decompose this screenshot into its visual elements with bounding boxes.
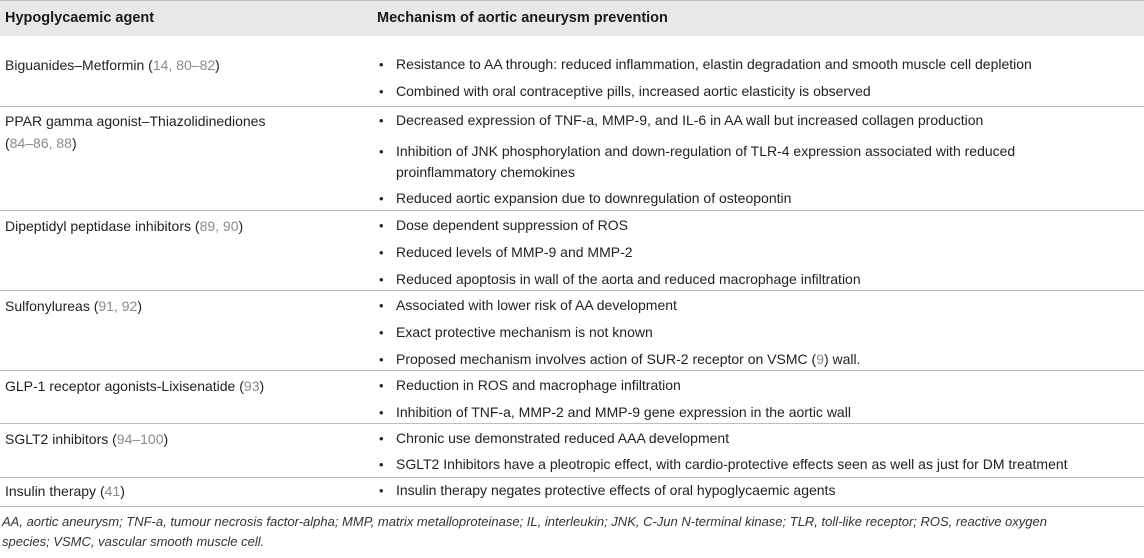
list-item xyxy=(377,54,1141,75)
agent-cell xyxy=(5,54,350,76)
table-header-row xyxy=(0,0,1144,36)
mechanism-text: proinflammatory chemokines xyxy=(396,164,575,180)
bullet-icon: • xyxy=(379,113,384,128)
reference-link[interactable]: 89, 90 xyxy=(199,218,239,234)
reference-link[interactable]: 93 xyxy=(243,378,260,394)
row-divider xyxy=(0,477,1144,478)
agent-cell xyxy=(5,480,350,502)
bullet-icon: • xyxy=(379,378,384,393)
list-item xyxy=(377,322,1141,343)
agent-paren: ) xyxy=(163,431,169,447)
bullet-icon: • xyxy=(379,218,384,233)
reference-link[interactable]: 41 xyxy=(104,483,121,499)
mechanism-text: SGLT2 Inhibitors have a pleotropic effect, with cardio-protective effects seen as well as just for DM treatment xyxy=(396,456,1068,472)
bullet-icon: • xyxy=(379,431,384,446)
footnote-line: species; VSMC, vascular smooth muscle cell. xyxy=(2,534,265,549)
agent-name: Dipeptidyl peptidase inhibitors ( xyxy=(5,218,200,234)
reference-link[interactable]: 14, 80–82 xyxy=(152,57,216,73)
agent-name: GLP-1 receptor agonists-Lixisenatide ( xyxy=(5,378,244,394)
mechanism-text: Dose dependent suppression of ROS xyxy=(396,217,628,233)
bullet-icon: • xyxy=(379,483,384,498)
bullet-icon: • xyxy=(379,144,384,159)
reference-link[interactable]: 91, 92 xyxy=(98,298,138,314)
list-item xyxy=(377,269,1141,290)
mechanism-text: Inhibition of TNF-a, MMP-2 and MMP-9 gene expression in the aortic wall xyxy=(396,404,851,420)
agent-name: PPAR gamma agonist–Thiazolidinediones xyxy=(5,113,266,129)
row-divider xyxy=(0,370,1144,371)
mechanism-text: ) wall. xyxy=(823,351,861,367)
header-mechanism: Mechanism of aortic aneurysm prevention xyxy=(377,10,668,26)
mechanism-text: Chronic use demonstrated reduced AAA development xyxy=(396,430,730,446)
mechanism-text: Inhibition of JNK phosphorylation and down-regulation of TLR-4 expression associated with reduced xyxy=(396,143,1016,159)
agent-cell xyxy=(5,428,350,450)
table-bottom-border xyxy=(0,506,1144,507)
agent-name: Biguanides–Metformin ( xyxy=(5,57,153,73)
agent-paren: ) xyxy=(71,135,77,151)
agent-paren: ) xyxy=(259,378,265,394)
agent-paren: ( xyxy=(5,135,10,151)
mechanism-text: Reduced aortic expansion due to downregulation of osteopontin xyxy=(396,190,792,206)
list-item xyxy=(377,215,1141,236)
mechanism-text: Associated with lower risk of AA development xyxy=(396,297,677,313)
agent-cell xyxy=(5,375,350,397)
agent-paren: ) xyxy=(238,218,244,234)
reference-link[interactable]: 9 xyxy=(816,351,824,367)
mechanism-text: Proposed mechanism involves action of SUR-2 receptor on VSMC ( xyxy=(396,351,817,367)
row-divider xyxy=(0,210,1144,211)
bullet-icon: • xyxy=(379,84,384,99)
agent-name: Insulin therapy ( xyxy=(5,483,105,499)
list-item xyxy=(377,141,1141,183)
mechanism-text: Decreased expression of TNF-a, MMP-9, and IL-6 in AA wall but increased collagen production xyxy=(396,112,984,128)
bullet-icon: • xyxy=(379,325,384,340)
agent-cell xyxy=(5,215,350,237)
header-hypoglycaemic-agent: Hypoglycaemic agent xyxy=(5,10,155,26)
list-item xyxy=(377,454,1141,475)
list-item xyxy=(377,81,1141,102)
list-item xyxy=(377,110,1141,131)
row-divider xyxy=(0,423,1144,424)
agent-cell xyxy=(5,295,350,317)
reference-link[interactable]: 94–100 xyxy=(116,431,164,447)
bullet-icon: • xyxy=(379,405,384,420)
bullet-icon: • xyxy=(379,272,384,287)
bullet-icon: • xyxy=(379,57,384,72)
agent-name: SGLT2 inhibitors ( xyxy=(5,431,117,447)
table-footnote xyxy=(2,512,1142,552)
list-item xyxy=(377,242,1141,263)
bullet-icon: • xyxy=(379,298,384,313)
list-item xyxy=(377,375,1141,396)
agent-paren: ) xyxy=(137,298,142,314)
agent-paren: ) xyxy=(120,483,125,499)
mechanism-text: Insulin therapy negates protective effects of oral hypoglycaemic agents xyxy=(396,482,836,498)
mechanism-text: Reduced apoptosis in wall of the aorta and reduced macrophage infiltration xyxy=(396,271,861,287)
bullet-icon: • xyxy=(379,457,384,472)
bullet-icon: • xyxy=(379,352,384,367)
mechanism-text: Reduced levels of MMP-9 and MMP-2 xyxy=(396,244,633,260)
agent-name: Sulfonylureas ( xyxy=(5,298,99,314)
bullet-icon: • xyxy=(379,245,384,260)
row-divider xyxy=(0,290,1144,291)
list-item xyxy=(377,428,1141,449)
agent-paren: ) xyxy=(215,57,220,73)
row-divider xyxy=(0,106,1144,107)
list-item xyxy=(377,295,1141,316)
footnote-line: AA, aortic aneurysm; TNF-a, tumour necrosis factor-alpha; MMP, matrix metalloproteinase; IL, interleukin; JNK, C-Jun N-terminal kinase; TLR, toll-like receptor; ROS, reactive oxygen xyxy=(2,514,1047,529)
list-item xyxy=(377,402,1141,423)
list-item xyxy=(377,349,1141,370)
mechanism-text: Combined with oral contraceptive pills, increased aortic elasticity is observed xyxy=(396,83,871,99)
reference-link[interactable]: 84–86, 88 xyxy=(9,135,72,151)
mechanism-text: Exact protective mechanism is not known xyxy=(396,324,653,340)
mechanism-text: Reduction in ROS and macrophage infiltration xyxy=(396,377,681,393)
list-item xyxy=(377,480,1141,501)
agent-cell xyxy=(5,110,350,154)
mechanism-text: Resistance to AA through: reduced inflammation, elastin degradation and smooth muscle cell depletion xyxy=(396,56,1032,72)
list-item xyxy=(377,188,1141,209)
bullet-icon: • xyxy=(379,191,384,206)
